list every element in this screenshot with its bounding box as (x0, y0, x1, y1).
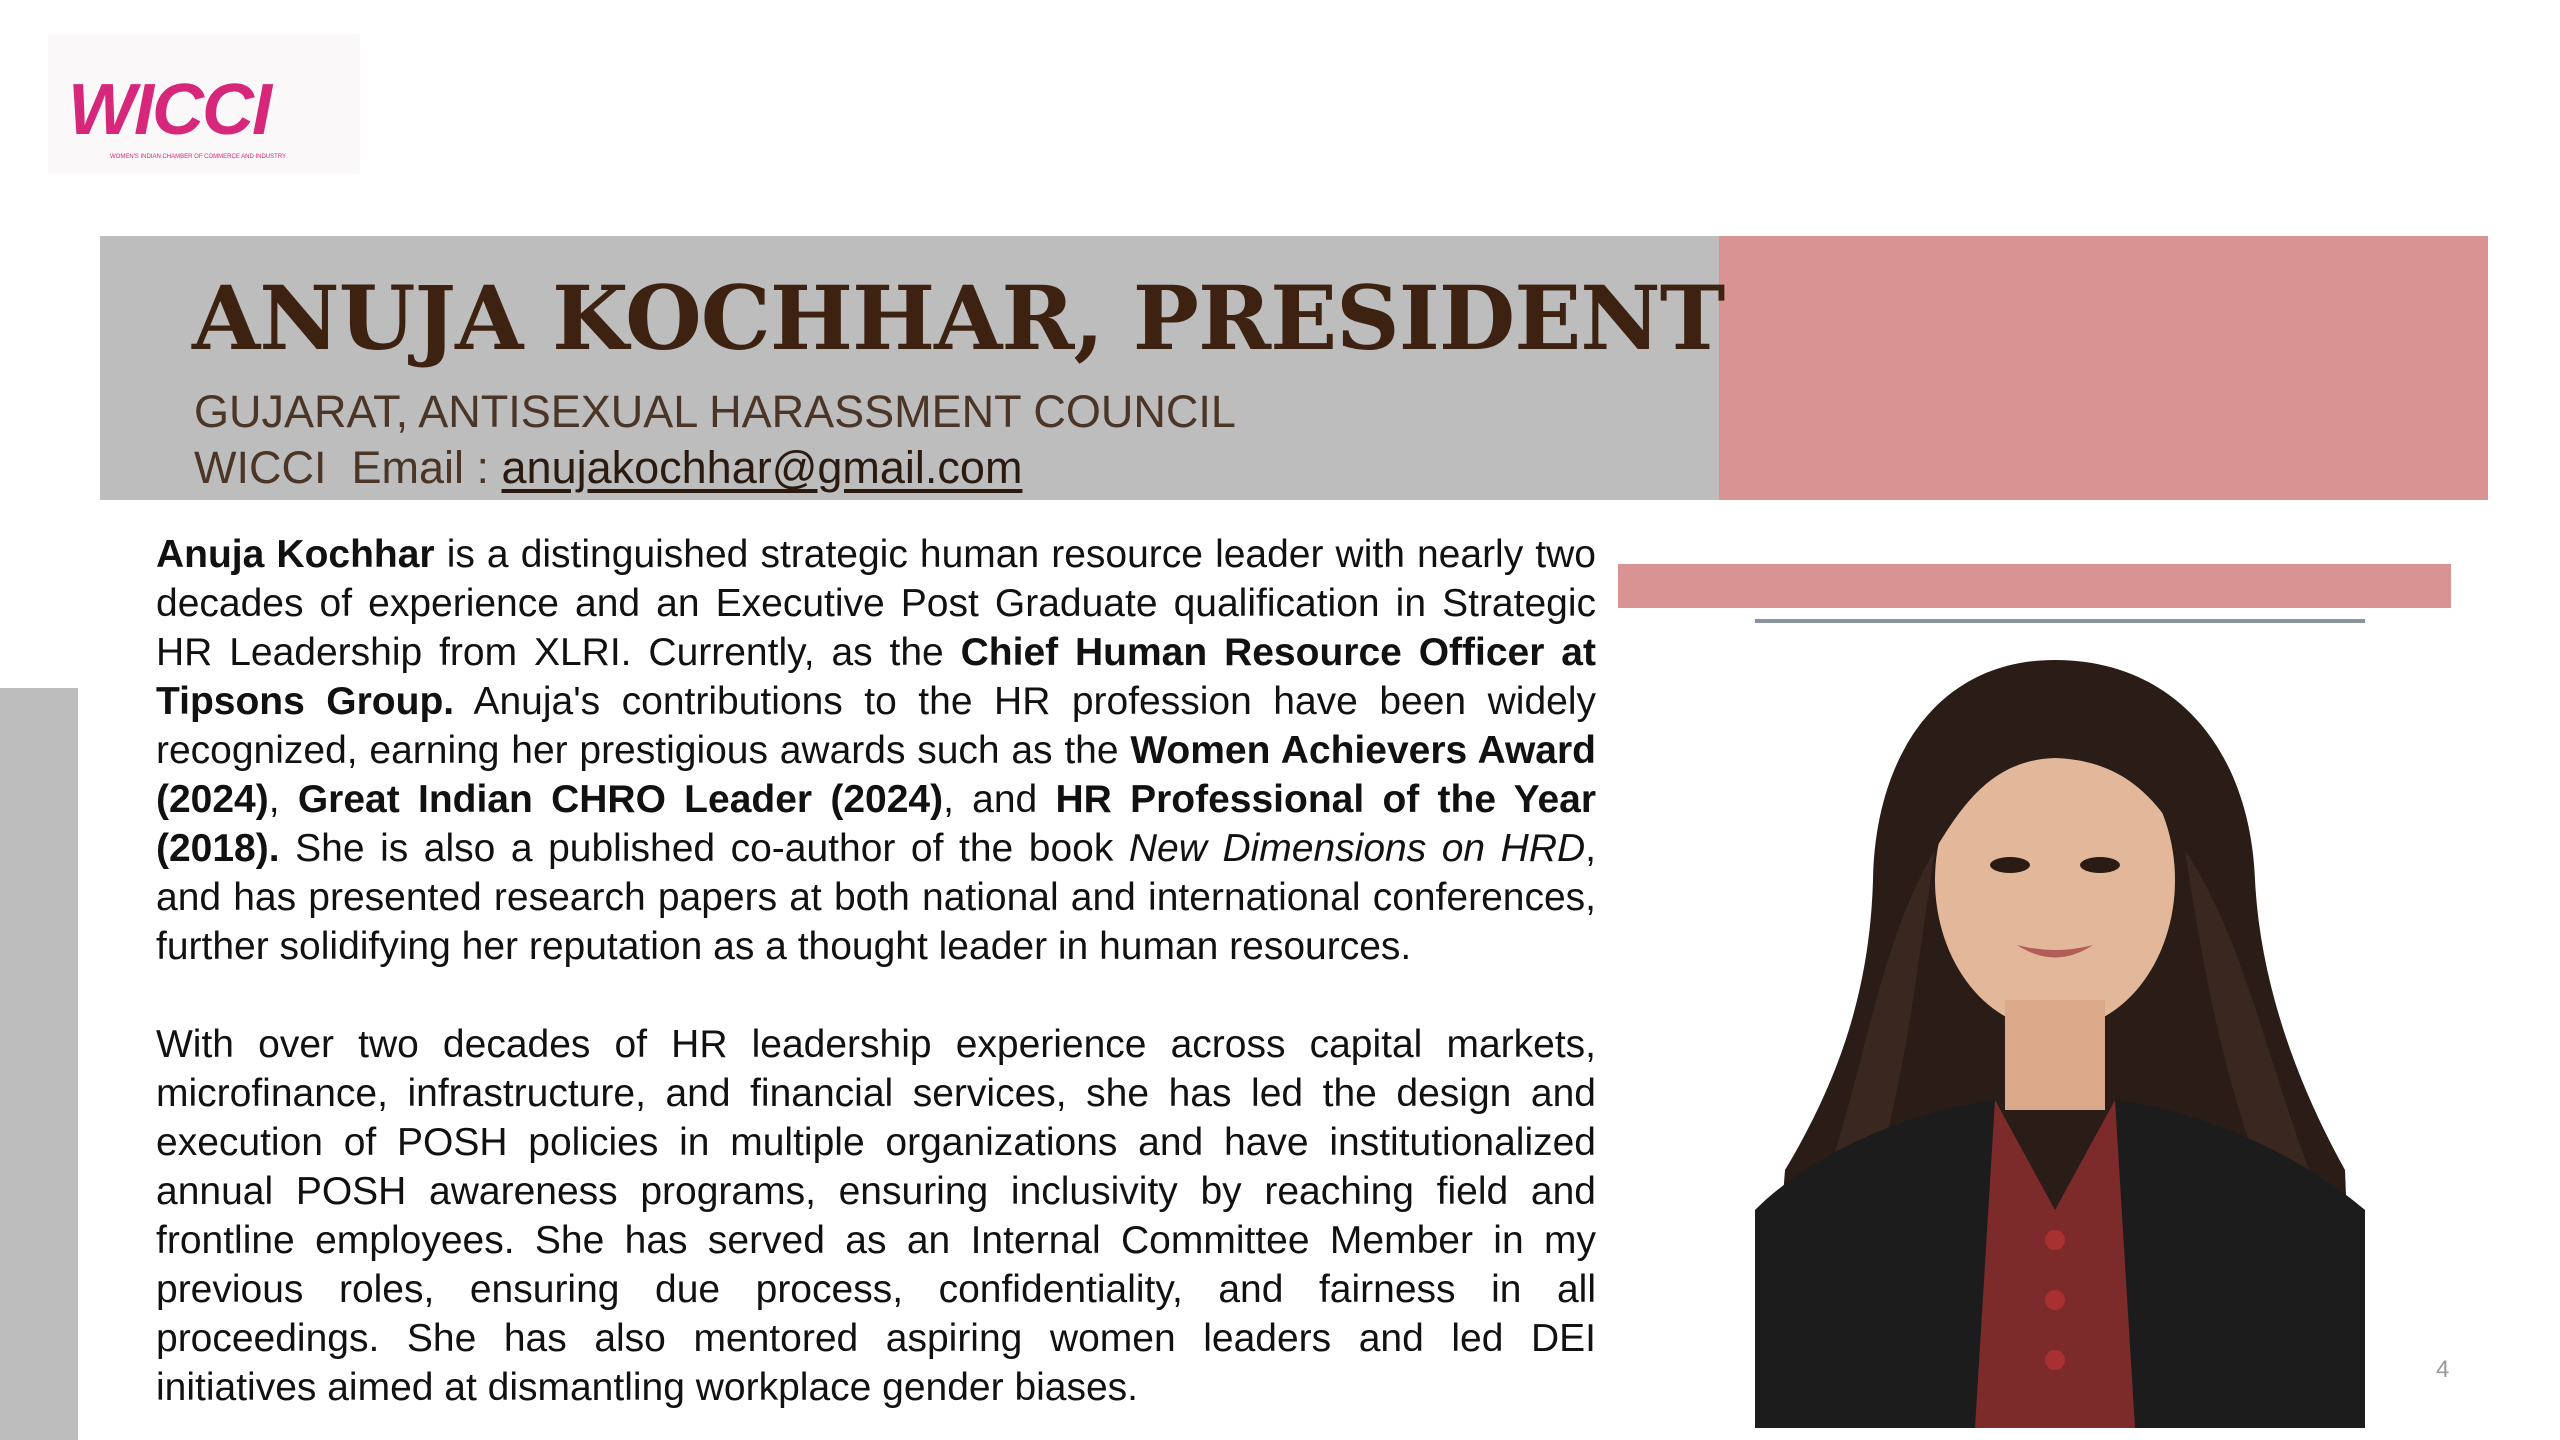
bio-text-span: , (268, 778, 298, 821)
page-title: ANUJA KOCHHAR, PRESIDENT (192, 266, 1725, 370)
bio-name: Anuja Kochhar (156, 533, 435, 576)
book-title: New Dimensions on HRD (1128, 827, 1586, 870)
award-hr-professional: HR Professional of the Year (2018). (156, 778, 1597, 870)
photo-divider-line (1755, 619, 2365, 623)
page-number: 4 (2436, 1356, 2450, 1383)
photo-accent-bar (1618, 564, 2451, 608)
email-link[interactable]: anujakochhar@gmail.com (501, 442, 1023, 493)
award-chro-leader: Great Indian CHRO Leader (2024) (297, 778, 944, 821)
bio-text (156, 530, 1596, 1412)
wicci-logo-mark (48, 34, 360, 174)
bio-paragraph-1 (156, 530, 1596, 971)
bio-role: Chief Human Resource Officer at Tipsons Group. (156, 631, 1596, 723)
bio-text-span: , and has presented research papers at both national and international conferences, further solidifying her reputation as a thought leader in human resources. (156, 827, 1597, 968)
bio-text-span: is a distinguished strategic human resource leader with nearly two decades of experience and an Executive Post Graduate qualification in Strategic HR Leadership from XLRI. Currently, as the (156, 533, 1596, 674)
wicci-logo-text: WICCI (68, 70, 270, 150)
header-band-pink (1719, 236, 2488, 500)
wicci-logo (48, 34, 360, 174)
bio-text-span: Anuja's contributions to the HR profession have been widely recognized, earning her prestigious awards such as the (156, 680, 1596, 772)
wicci-logo-tagline: WOMEN'S INDIAN CHAMBER OF COMMERCE AND INDUSTRY (110, 154, 287, 160)
portrait-illustration (1755, 650, 2365, 1428)
award-women-achievers: Women Achievers Award (2024) (156, 729, 1596, 821)
council-subtitle: GUJARAT, ANTISEXUAL HARASSMENT COUNCIL (194, 386, 1236, 437)
bio-text-span: , and (943, 778, 1056, 821)
bio-paragraph-2: With over two decades of HR leadership experience across capital markets, microfinance, infrastructure, and financial services, she has led the design and execution of POSH policies in multiple organizations and have institutionalized annual POSH awareness programs, ensuring inclusivity by reaching field and frontline employees. She has served as an Internal Committee Member in my previous roles, ensuring due process, confidentiality, and fairness in all proceedings. She has also mentored aspiring women leaders and led DEI initiatives aimed at dismantling workplace gender biases. (156, 1023, 1596, 1409)
portrait-photo (1755, 650, 2365, 1428)
email-line (194, 440, 1022, 496)
bio-text-span: She is also a published co-author of the book (279, 827, 1129, 870)
left-decor-strip (0, 688, 78, 1440)
email-prefix: WICCI Email : (194, 442, 502, 493)
